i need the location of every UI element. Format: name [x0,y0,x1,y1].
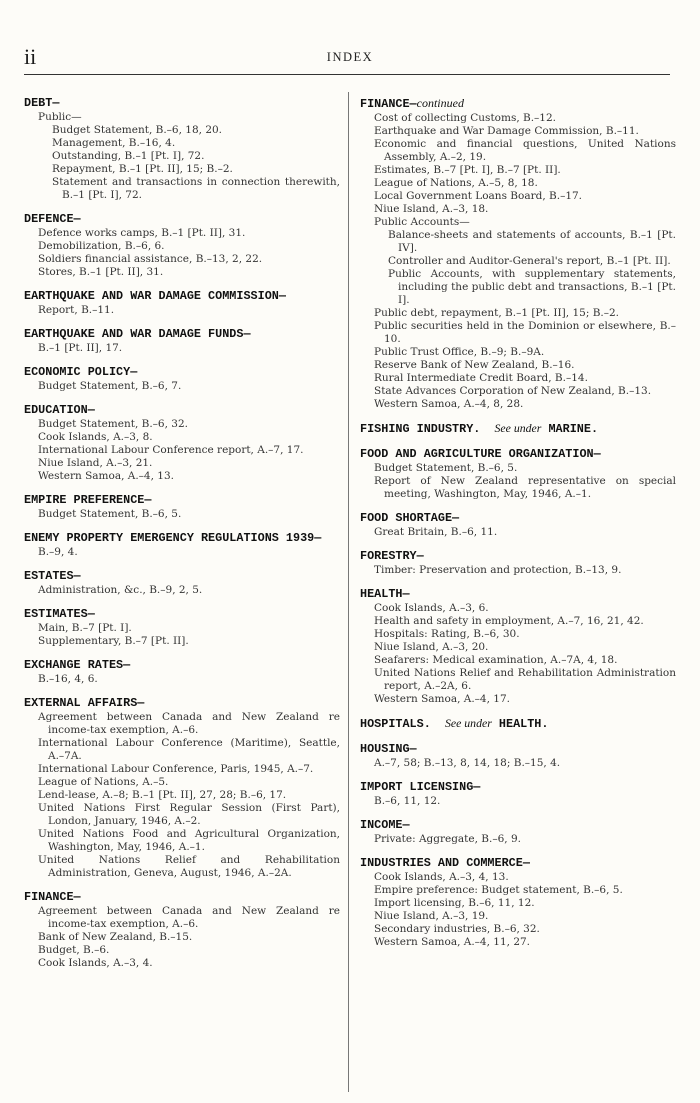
column-divider [348,92,349,1092]
entry-subline: Western Samoa, A.–4, 11, 27. [374,936,531,948]
entry-heading-text: DEBT— [24,96,60,110]
entry-heading-text: FINANCE— [24,890,81,904]
entry-subline: Budget, B.–6. [38,944,110,956]
entry-subline: Public Accounts— [374,216,470,228]
entry-heading [360,421,676,437]
entry-heading [360,96,676,112]
entry-subline: Budget Statement, B.–6, 32. [38,418,188,430]
entry-subline: League of Nations, A.–5. [38,776,169,788]
entry-subline: Bank of New Zealand, B.–15. [38,931,193,943]
index-entry [24,493,340,521]
entry-subline: Outstanding, B.–1 [Pt. I], 72. [52,150,205,162]
entry-heading-text: EMPIRE PREFERENCE— [24,493,152,507]
entry-subline: Statement and transactions in connection therewith, B.–1 [Pt. I], 72. [52,176,340,201]
entry-subline: United Nations Relief and Rehabilitation Administration report, A.–2A, 6. [374,667,676,692]
index-entry [360,818,676,846]
entry-heading [24,493,340,508]
entry-heading [360,742,676,757]
entry-heading [24,569,340,584]
entry-heading [24,96,340,111]
entry-subline: Public Accounts, with supplementary statements, including the public debt and transactions, B.–1 [Pt. I]. [388,268,676,306]
entry-subline: Supplementary, B.–7 [Pt. II]. [38,635,189,647]
entry-subline: Local Government Loans Board, B.–17. [374,190,583,202]
entry-subline: Western Samoa, A.–4, 17. [374,693,510,705]
entry-subline: Import licensing, B.–6, 11, 12. [374,897,535,909]
entry-heading-text: EXCHANGE RATES— [24,658,131,672]
entry-subline: Budget Statement, B.–6, 5. [374,462,518,474]
entry-subline: Public Trust Office, B.–9; B.–9A. [374,346,545,358]
entry-subline: Western Samoa, A.–4, 8, 28. [374,398,524,410]
page-number: ii [24,44,37,69]
entry-heading-text: EXTERNAL AFFAIRS— [24,696,145,710]
entry-subline: Economic and financial questions, United Nations Assembly, A.–2, 19. [374,138,676,163]
entry-subline: Public debt, repayment, B.–1 [Pt. II], 15; B.–2. [374,307,620,319]
entry-subline: Main, B.–7 [Pt. I]. [38,622,132,634]
entry-heading-text: HEALTH— [360,587,410,601]
entry-subline: Budget Statement, B.–6, 5. [38,508,182,520]
index-entry [24,531,340,559]
entry-subline: Great Britain, B.–6, 11. [374,526,498,538]
entry-subline: Stores, B.–1 [Pt. II], 31. [38,266,164,278]
entry-subline: A.–7, 58; B.–13, 8, 14, 18; B.–15, 4. [374,757,561,769]
index-entry [360,587,676,706]
index-entry [24,212,340,279]
entry-subline: International Labour Conference, Paris, 1945, A.–7. [38,763,314,775]
entry-heading [360,780,676,795]
entry-heading [24,890,340,905]
entry-subline: League of Nations, A.–5, 8, 18. [374,177,538,189]
entry-subline: State Advances Corporation of New Zealand, B.–13. [374,385,652,397]
entry-subline: Controller and Auditor-General's report, B.–1 [Pt. II]. [388,255,671,267]
index-entry [360,96,676,411]
entry-subline: Cook Islands, A.–3, 4, 13. [374,871,509,883]
entry-heading-text: FOOD SHORTAGE— [360,511,460,525]
entry-heading [360,856,676,871]
index-entry [360,856,676,949]
entry-subline: Earthquake and War Damage Commission, B.–11. [374,125,639,137]
entry-subline: Niue Island, A.–3, 20. [374,641,489,653]
entry-subline: Seafarers: Medical examination, A.–7A, 4, 18. [374,654,618,666]
entry-subline: United Nations Food and Agricultural Organization, Washington, May, 1946, A.–1. [38,828,340,853]
index-entry [24,327,340,355]
entry-heading-text: ENEMY PROPERTY EMERGENCY REGULATIONS 1939— [24,531,322,545]
index-entry [360,742,676,770]
entry-subline: Cook Islands, A.–3, 8. [38,431,153,443]
entry-subline: Cook Islands, A.–3, 4. [38,957,153,969]
entry-subline: Hospitals: Rating, B.–6, 30. [374,628,520,640]
entry-subline: Budget Statement, B.–6, 7. [38,380,182,392]
entry-subline: Soldiers financial assistance, B.–13, 2, 22. [38,253,263,265]
index-entry [24,696,340,880]
entry-heading [24,212,340,227]
entry-heading-text: IMPORT LICENSING— [360,780,481,794]
entry-heading-text: INCOME— [360,818,410,832]
entry-heading-text: FINANCE— [360,97,417,111]
see-under-target: HEALTH. [498,717,549,731]
entry-subline: Empire preference: Budget statement, B.–6, 5. [374,884,623,896]
index-entry [24,607,340,648]
entry-heading [24,403,340,418]
entry-subline: Private: Aggregate, B.–6, 9. [374,833,521,845]
continued-label: continued [416,96,464,110]
see-under-label: See under [444,716,492,730]
index-entry [24,658,340,686]
entry-subline: B.–16, 4, 6. [38,673,98,685]
index-entry [360,447,676,501]
entry-subline: Agreement between Canada and New Zealand re income-tax exemption, A.–6. [38,905,340,930]
index-entry [360,421,676,437]
left-column [24,96,340,980]
entry-heading-text: ESTIMATES— [24,607,95,621]
index-entry [24,890,340,970]
entry-subline: Cost of collecting Customs, B.–12. [374,112,557,124]
right-column [360,96,676,959]
entry-heading [24,327,340,342]
entry-subline: International Labour Conference report, A.–7, 17. [38,444,304,456]
index-entry [360,511,676,539]
entry-heading [360,716,676,732]
entry-subline: Estimates, B.–7 [Pt. I], B.–7 [Pt. II]. [374,164,561,176]
entry-subline: Public— [38,111,82,123]
entry-heading [24,365,340,380]
entry-subline: Lend-lease, A.–8; B.–1 [Pt. II], 27, 28; B.–6, 17. [38,789,287,801]
entry-subline: International Labour Conference (Maritime), Seattle, A.–7A. [38,737,340,762]
entry-subline: B.–1 [Pt. II], 17. [38,342,123,354]
index-entry [24,403,340,483]
entry-subline: B.–9, 4. [38,546,78,558]
entry-heading-text: DEFENCE— [24,212,81,226]
entry-heading [360,549,676,564]
entry-heading [24,658,340,673]
header-rule [24,74,670,75]
entry-subline: Cook Islands, A.–3, 6. [374,602,489,614]
entry-subline: Secondary industries, B.–6, 32. [374,923,540,935]
index-entry [24,96,340,202]
entry-heading-text: ESTATES— [24,569,81,583]
index-entry [360,780,676,808]
entry-subline: Rural Intermediate Credit Board, B.–14. [374,372,588,384]
entry-heading-text: FISHING INDUSTRY. [360,422,481,436]
entry-heading [24,696,340,711]
page-header [0,44,700,68]
entry-heading [360,587,676,602]
entry-subline: Agreement between Canada and New Zealand re income-tax exemption, A.–6. [38,711,340,736]
entry-heading-text: HOSPITALS. [360,717,431,731]
entry-subline: Health and safety in employment, A.–7, 16, 21, 42. [374,615,644,627]
index-entry [360,549,676,577]
see-under-target: MARINE. [548,422,599,436]
entry-subline: Demobilization, B.–6, 6. [38,240,165,252]
entry-heading [24,607,340,622]
index-entry [24,569,340,597]
entry-subline: B.–6, 11, 12. [374,795,441,807]
entry-heading [360,511,676,526]
entry-subline: Budget Statement, B.–6, 18, 20. [52,124,223,136]
entry-heading [360,818,676,833]
entry-heading-text: INDUSTRIES AND COMMERCE— [360,856,530,870]
entry-subline: Niue Island, A.–3, 19. [374,910,489,922]
entry-heading-text: ECONOMIC POLICY— [24,365,138,379]
entry-heading-text: FOOD AND AGRICULTURE ORGANIZATION— [360,447,601,461]
entry-subline: United Nations First Regular Session (First Part), London, January, 1946, A.–2. [38,802,340,827]
entry-subline: Administration, &c., B.–9, 2, 5. [38,584,203,596]
entry-subline: Niue Island, A.–3, 18. [374,203,489,215]
entry-subline: Balance-sheets and statements of accounts, B.–1 [Pt. IV]. [388,229,676,254]
entry-subline: Public securities held in the Dominion or elsewhere, B.–10. [374,320,676,345]
entry-subline: United Nations Relief and Rehabilitation Administration, Geneva, August, 1946, A.–2A. [38,854,340,879]
entry-subline: Defence works camps, B.–1 [Pt. II], 31. [38,227,246,239]
entry-heading-text: EARTHQUAKE AND WAR DAMAGE FUNDS— [24,327,251,341]
index-entry [24,289,340,317]
page-title: INDEX [326,50,374,64]
entry-subline: Report, B.–11. [38,304,115,316]
entry-heading-text: EARTHQUAKE AND WAR DAMAGE COMMISSION— [24,289,286,303]
entry-subline: Niue Island, A.–3, 21. [38,457,153,469]
entry-subline: Reserve Bank of New Zealand, B.–16. [374,359,575,371]
entry-heading-text: HOUSING— [360,742,417,756]
entry-heading [360,447,676,462]
entry-subline: Report of New Zealand representative on special meeting, Washington, May, 1946, A.–1. [374,475,676,500]
entry-heading [24,289,340,304]
entry-subline: Timber: Preservation and protection, B.–13, 9. [374,564,622,576]
entry-subline: Repayment, B.–1 [Pt. II], 15; B.–2. [52,163,233,175]
index-entry [360,716,676,732]
see-under-label: See under [494,421,542,435]
entry-subline: Western Samoa, A.–4, 13. [38,470,174,482]
entry-heading [24,531,340,546]
entry-heading-text: FORESTRY— [360,549,424,563]
entry-heading-text: EDUCATION— [24,403,95,417]
index-entry [24,365,340,393]
entry-subline: Management, B.–16, 4. [52,137,176,149]
